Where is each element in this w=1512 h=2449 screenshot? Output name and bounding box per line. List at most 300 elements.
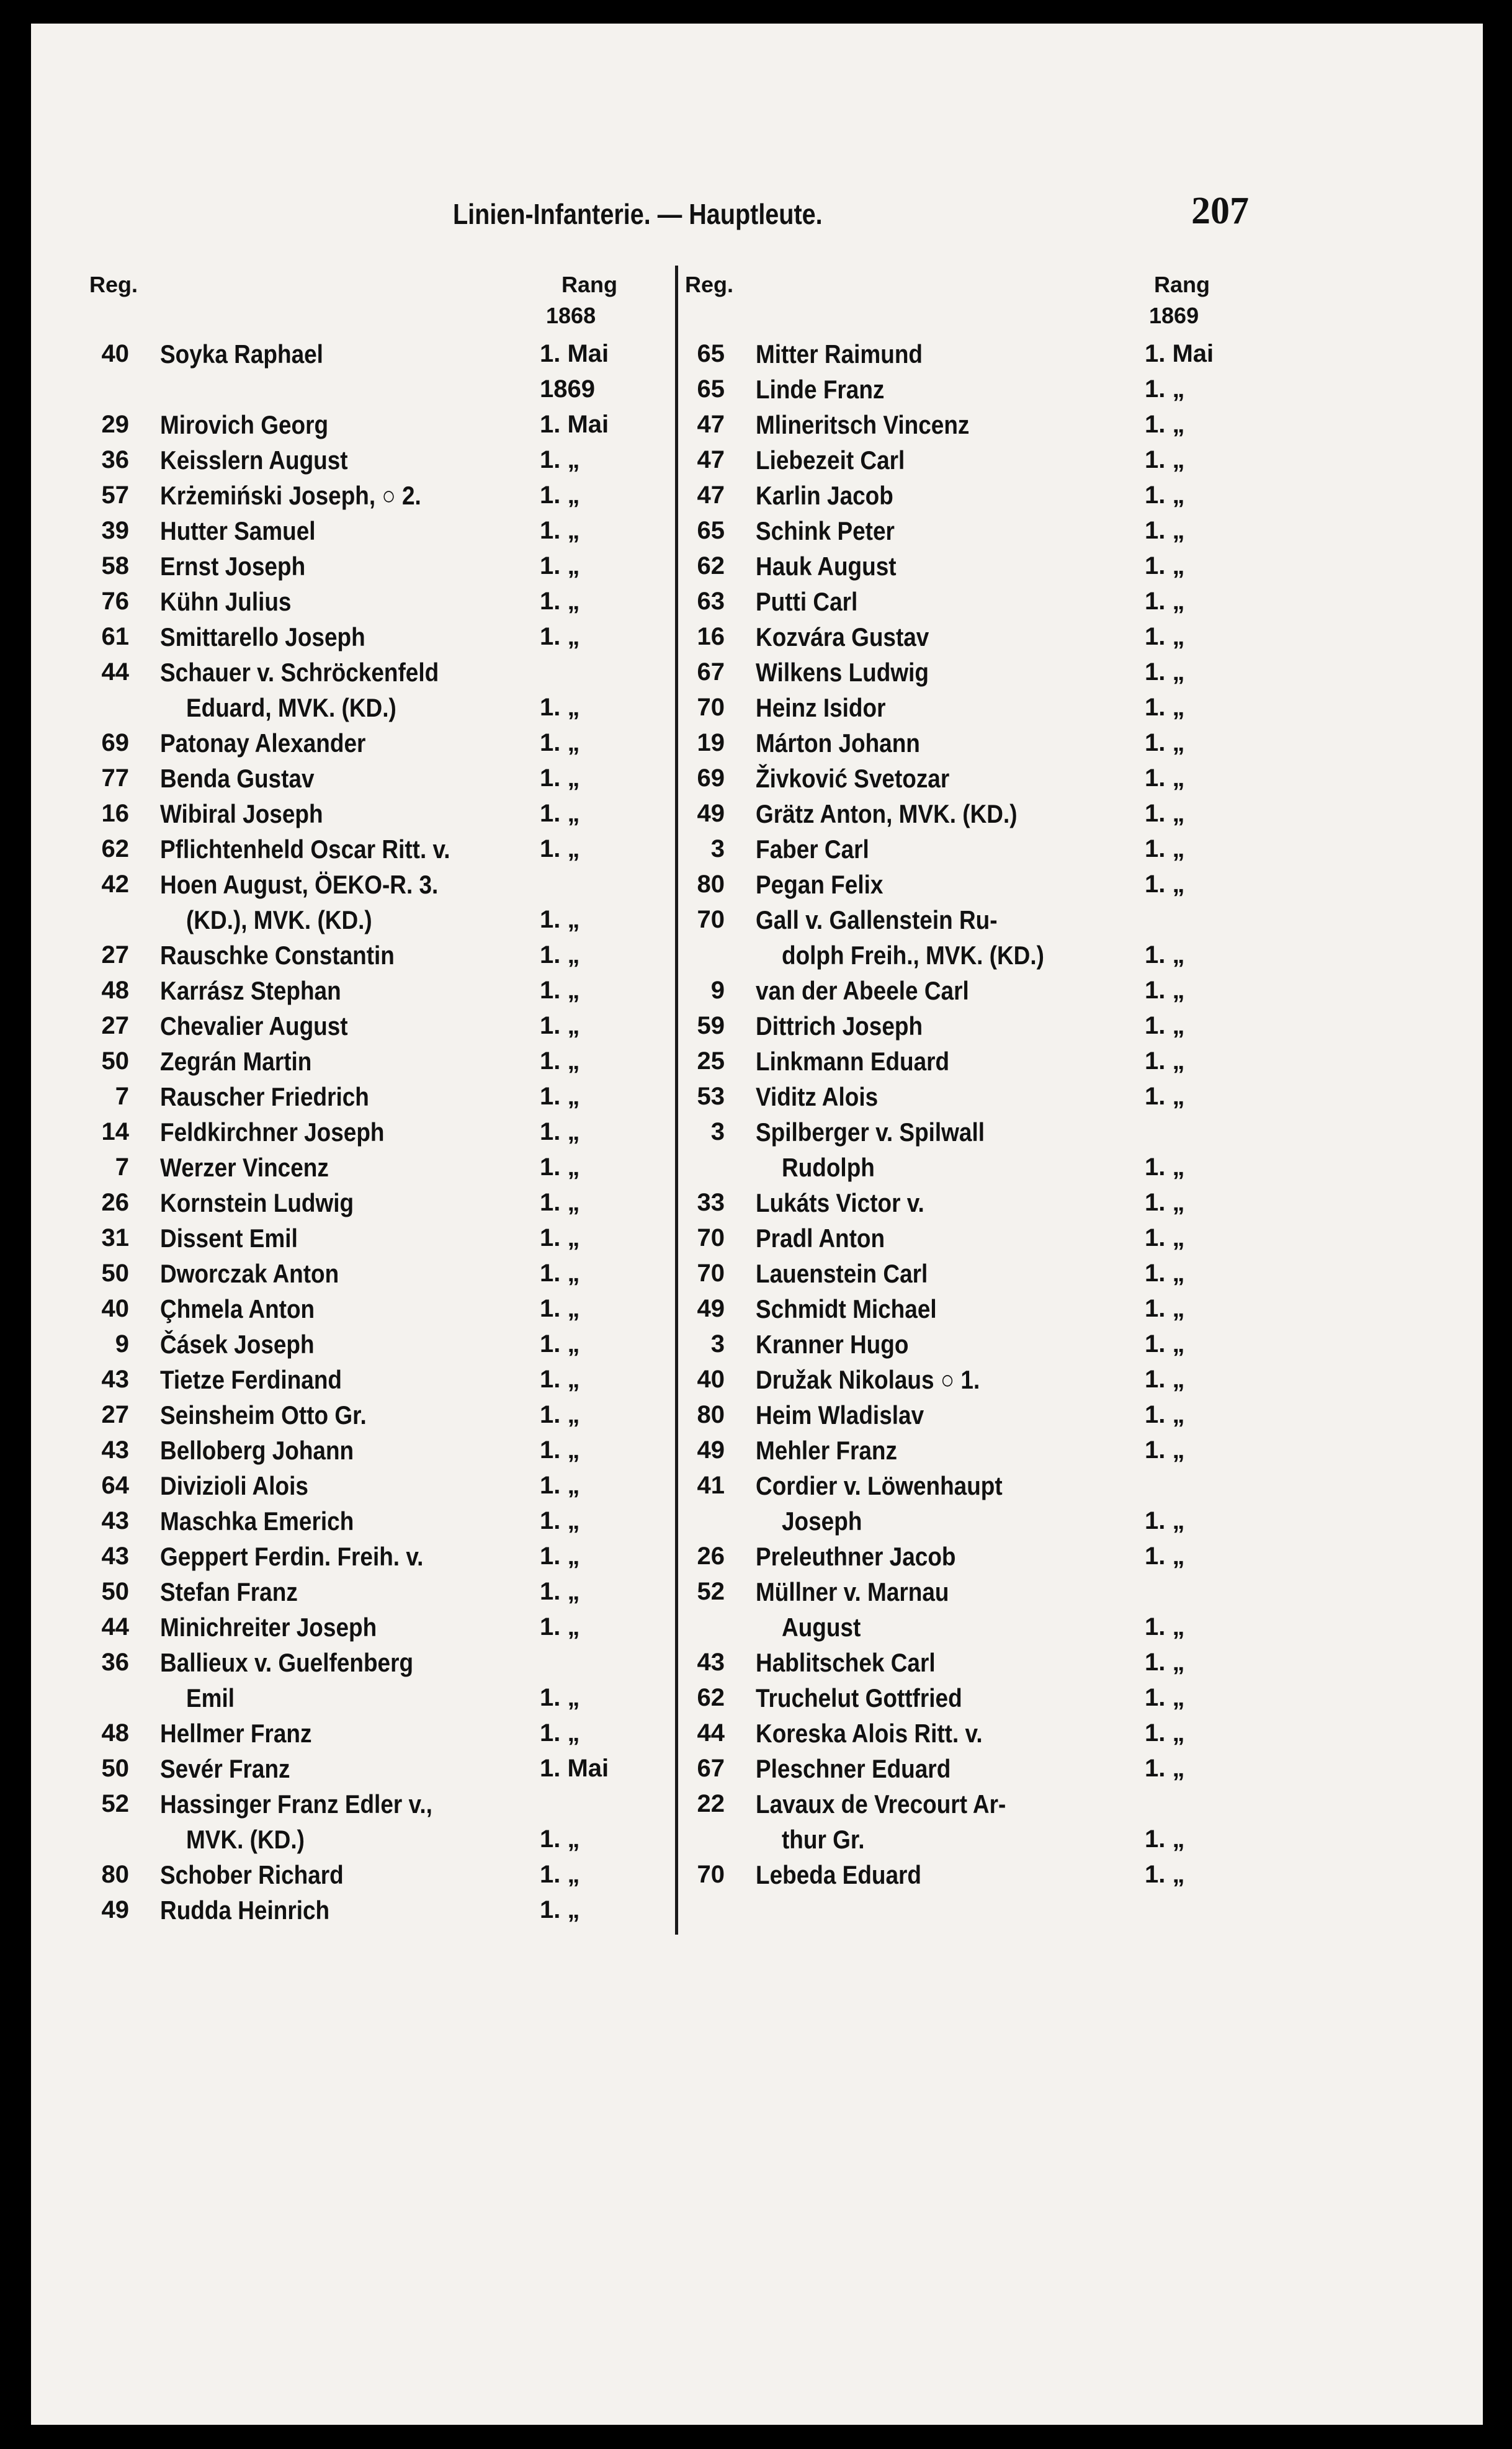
page-title: Linien-Infanterie. — Hauptleute. — [453, 198, 823, 230]
officer-name: Kornstein Ludwig — [160, 1188, 354, 1217]
officer-name: Emil — [186, 1683, 235, 1713]
regiment-number: 48 — [101, 1719, 129, 1747]
rank-date: 1. „ — [1145, 1649, 1185, 1676]
officer-name: Družak Nikolaus ○ 1. — [756, 1365, 980, 1394]
entry-row — [87, 1716, 670, 1751]
officer-name: Müllner v. Marnau — [756, 1577, 949, 1606]
officer-name: Ernst Joseph — [160, 552, 306, 581]
regiment-number: 19 — [697, 729, 725, 756]
rank-date: 1. „ — [540, 1542, 580, 1570]
entry-row — [682, 1114, 1241, 1150]
rank-date: 1. „ — [540, 1436, 580, 1464]
entry-row — [87, 1150, 670, 1185]
entry-row — [682, 725, 1241, 761]
officer-name: Karrász Stephan — [160, 976, 341, 1005]
regiment-number: 44 — [697, 1719, 725, 1747]
entry-row — [682, 619, 1241, 655]
officer-name: Schober Richard — [160, 1860, 344, 1889]
officer-name: Mehler Franz — [756, 1436, 897, 1465]
regiment-number: 57 — [101, 481, 129, 509]
entry-row — [87, 831, 670, 867]
officer-name: Schmidt Michael — [756, 1294, 937, 1323]
regiment-number: 42 — [101, 871, 129, 898]
officer-name: Sevér Franz — [160, 1754, 290, 1783]
rank-date: 1. „ — [1145, 411, 1185, 438]
officer-name: Viditz Alois — [756, 1082, 879, 1111]
entry-row — [682, 513, 1241, 548]
officer-name: Divizioli Alois — [160, 1471, 308, 1500]
rank-date: 1. „ — [1145, 658, 1185, 686]
rank-date: 1. „ — [1145, 1861, 1185, 1888]
entry-row — [87, 1185, 670, 1220]
entry-row — [87, 478, 670, 513]
rank-date: 1. „ — [1145, 729, 1185, 756]
rank-date: 1. „ — [1145, 1012, 1185, 1039]
entry-row — [682, 761, 1241, 796]
regiment-number: 53 — [697, 1083, 725, 1110]
officer-name: Wilkens Ludwig — [756, 658, 929, 687]
officer-name: Liebezeit Carl — [756, 445, 905, 475]
rank-date: 1. „ — [1145, 1224, 1185, 1251]
regiment-number: 27 — [101, 1401, 129, 1428]
officer-name: Lauenstein Carl — [756, 1259, 928, 1288]
entry-row — [682, 867, 1241, 902]
officer-name: Schink Peter — [756, 516, 895, 545]
rank-date: 1. „ — [1145, 1755, 1185, 1782]
regiment-number: 49 — [101, 1896, 129, 1923]
regiment-number: 43 — [697, 1649, 725, 1676]
officer-name: Dworczak Anton — [160, 1259, 339, 1288]
entry-row — [87, 1008, 670, 1044]
entry-row — [682, 478, 1241, 513]
officer-name: August — [782, 1613, 861, 1642]
officer-name: Cordier v. Löwenhaupt — [756, 1471, 1003, 1500]
officer-name: Koreska Alois Ritt. v. — [756, 1719, 983, 1748]
entry-row — [682, 1822, 1241, 1857]
regiment-number: 7 — [115, 1153, 129, 1181]
regiment-number: 67 — [697, 658, 725, 686]
officer-name: Minichreiter Joseph — [160, 1613, 377, 1642]
regiment-number: 52 — [101, 1790, 129, 1817]
regiment-number: 69 — [697, 764, 725, 792]
entry-row — [87, 690, 670, 725]
entry-row — [87, 1751, 670, 1786]
regiment-number: 50 — [101, 1578, 129, 1605]
entry-row — [87, 1857, 670, 1892]
rank-date: 1. „ — [1145, 1401, 1185, 1428]
officer-name: Schauer v. Schröckenfeld — [160, 658, 439, 687]
rang-year-heading: 1868 — [546, 303, 596, 328]
rank-date: 1. „ — [1145, 1083, 1185, 1110]
regiment-number: 27 — [101, 941, 129, 969]
rank-date: 1. „ — [540, 1118, 580, 1145]
officer-name: Chevalier August — [160, 1011, 348, 1041]
regiment-number: 43 — [101, 1542, 129, 1570]
regiment-number: 70 — [697, 906, 725, 933]
officer-name: Heim Wladislav — [756, 1400, 924, 1430]
officer-name: Keisslern August — [160, 445, 348, 475]
rank-date: 1. „ — [540, 1295, 580, 1322]
entry-row — [682, 336, 1241, 372]
entry-row — [87, 372, 670, 407]
officer-name: Gall v. Gallenstein Ru- — [756, 905, 998, 934]
regiment-number: 3 — [710, 835, 725, 862]
entry-row — [87, 1362, 670, 1397]
rang-heading: Rang — [561, 272, 617, 297]
regiment-number: 80 — [697, 871, 725, 898]
rank-date: 1. „ — [540, 1330, 580, 1358]
entry-row — [682, 1786, 1241, 1822]
officer-name: Grätz Anton, MVK. (KD.) — [756, 799, 1018, 828]
officer-name: Hauk August — [756, 552, 897, 581]
regiment-number: 50 — [101, 1047, 129, 1075]
entry-row — [682, 1256, 1241, 1291]
regiment-number: 65 — [697, 517, 725, 544]
rank-date: 1. „ — [1145, 871, 1185, 898]
officer-name: Mitter Raimund — [756, 339, 923, 369]
rank-date: 1. „ — [1145, 835, 1185, 862]
regiment-number: 14 — [101, 1118, 129, 1145]
rank-date: 1. „ — [540, 1861, 580, 1888]
entry-row — [87, 1256, 670, 1291]
rank-date: 1. „ — [540, 694, 580, 721]
regiment-number: 48 — [101, 977, 129, 1004]
entry-row — [682, 1716, 1241, 1751]
regiment-number: 22 — [697, 1790, 725, 1817]
entry-row — [87, 1327, 670, 1362]
rank-date: 1. „ — [1145, 1684, 1185, 1711]
officer-name: MVK. (KD.) — [186, 1825, 305, 1854]
rang-year-heading: 1869 — [1149, 303, 1199, 328]
officer-name: dolph Freih., MVK. (KD.) — [782, 941, 1044, 970]
entry-row — [87, 1291, 670, 1327]
regiment-number: 31 — [101, 1224, 129, 1251]
entry-row — [87, 1079, 670, 1114]
regiment-number: 62 — [101, 835, 129, 862]
rank-date: 1. „ — [540, 1189, 580, 1216]
entry-row — [682, 1503, 1241, 1539]
rank-date: 1. „ — [1145, 1825, 1185, 1853]
left-column-header — [87, 267, 670, 336]
regiment-number: 61 — [101, 623, 129, 650]
rank-date: 1. „ — [540, 1896, 580, 1923]
entry-row — [682, 1044, 1241, 1079]
entry-row — [682, 690, 1241, 725]
officer-name: Rudda Heinrich — [160, 1896, 330, 1925]
regiment-number: 50 — [101, 1260, 129, 1287]
entry-row — [87, 1539, 670, 1574]
rank-date: 1. „ — [1145, 375, 1185, 403]
entry-row — [682, 1468, 1241, 1503]
rank-date: 1. „ — [1145, 588, 1185, 615]
entry-row — [682, 1610, 1241, 1645]
rank-date: 1. „ — [1145, 446, 1185, 473]
officer-name: (KD.), MVK. (KD.) — [186, 905, 372, 934]
regiment-number: 67 — [697, 1755, 725, 1782]
rank-date: 1. „ — [540, 1366, 580, 1393]
regiment-number: 70 — [697, 694, 725, 721]
regiment-number: 62 — [697, 552, 725, 580]
officer-name: Hassinger Franz Edler v., — [160, 1789, 432, 1819]
officer-name: Werzer Vincenz — [160, 1153, 329, 1182]
regiment-number: 63 — [697, 588, 725, 615]
officer-name: Zegrán Martin — [160, 1047, 312, 1076]
officer-name: thur Gr. — [782, 1825, 865, 1854]
entry-row — [682, 902, 1241, 938]
regiment-number: 70 — [697, 1260, 725, 1287]
entry-row — [682, 938, 1241, 973]
rank-date: 1. „ — [1145, 941, 1185, 969]
entry-row — [87, 336, 670, 372]
entry-row — [682, 407, 1241, 442]
rank-date: 1. Mai — [540, 411, 609, 438]
entry-row — [87, 938, 670, 973]
rank-date: 1. „ — [540, 1047, 580, 1075]
officer-name: Benda Gustav — [160, 764, 315, 793]
left-column — [87, 267, 670, 1928]
regiment-number: 27 — [101, 1012, 129, 1039]
regiment-number: 43 — [101, 1366, 129, 1393]
entry-row — [682, 1220, 1241, 1256]
officer-name: Geppert Ferdin. Freih. v. — [160, 1542, 424, 1571]
officer-name: Hablitschek Carl — [756, 1648, 936, 1677]
entry-row — [87, 1114, 670, 1150]
rank-date: 1. „ — [1145, 1295, 1185, 1322]
page-number: 207 — [1191, 190, 1249, 232]
regiment-number: 25 — [697, 1047, 725, 1075]
regiment-number: 49 — [697, 800, 725, 827]
entry-row — [87, 407, 670, 442]
officer-name: Ballieux v. Guelfenberg — [160, 1648, 414, 1677]
officer-name: Eduard, MVK. (KD.) — [186, 693, 396, 722]
regiment-number: 41 — [697, 1472, 725, 1499]
officer-name: Joseph — [782, 1507, 862, 1536]
entry-row — [682, 831, 1241, 867]
entry-row — [682, 1008, 1241, 1044]
entry-row — [87, 1433, 670, 1468]
regiment-number: 40 — [101, 340, 129, 367]
entry-row — [682, 1079, 1241, 1114]
entry-row — [87, 1574, 670, 1610]
officer-name: Seinsheim Otto Gr. — [160, 1400, 367, 1430]
rank-date: 1. „ — [540, 764, 580, 792]
rank-date: 1. „ — [540, 941, 580, 969]
entry-row — [682, 1539, 1241, 1574]
entry-row — [87, 1645, 670, 1680]
regiment-number: 52 — [697, 1578, 725, 1605]
entry-row — [87, 1680, 670, 1716]
regiment-number: 36 — [101, 1649, 129, 1676]
rank-date: 1. „ — [540, 1578, 580, 1605]
officer-name: Feldkirchner Joseph — [160, 1117, 385, 1147]
entry-row — [87, 902, 670, 938]
right-entries — [682, 336, 1241, 1892]
rank-date: 1. „ — [540, 517, 580, 544]
regiment-number: 76 — [101, 588, 129, 615]
officer-name: Belloberg Johann — [160, 1436, 354, 1465]
regiment-number: 7 — [115, 1083, 129, 1110]
regiment-number: 49 — [697, 1295, 725, 1322]
officer-name: Kranner Hugo — [756, 1330, 909, 1359]
rank-date: 1. „ — [540, 1260, 580, 1287]
rank-date: 1. „ — [540, 1719, 580, 1747]
entry-row — [87, 1397, 670, 1433]
regiment-number: 26 — [697, 1542, 725, 1570]
regiment-number: 40 — [101, 1295, 129, 1322]
regiment-number: 69 — [101, 729, 129, 756]
rank-date: 1. „ — [1145, 694, 1185, 721]
rank-date: 1. „ — [1145, 623, 1185, 650]
entry-row — [682, 1680, 1241, 1716]
entry-row — [682, 1433, 1241, 1468]
rank-date: 1. „ — [540, 446, 580, 473]
rank-date: 1. „ — [1145, 1436, 1185, 1464]
regiment-number: 39 — [101, 517, 129, 544]
officer-name: Dittrich Joseph — [756, 1011, 923, 1041]
regiment-number: 9 — [710, 977, 725, 1004]
entry-row — [87, 1503, 670, 1539]
officer-name: Smittarello Joseph — [160, 622, 365, 651]
regiment-number: 70 — [697, 1861, 725, 1888]
entry-row — [682, 655, 1241, 690]
entry-row — [87, 796, 670, 831]
officer-name: Dissent Emil — [160, 1224, 298, 1253]
rank-date: 1. „ — [1145, 1330, 1185, 1358]
regiment-number: 47 — [697, 411, 725, 438]
entry-row — [87, 584, 670, 619]
regiment-number: 29 — [101, 411, 129, 438]
entry-row — [682, 1327, 1241, 1362]
regiment-number: 77 — [101, 764, 129, 792]
rank-date: 1. Mai — [540, 340, 609, 367]
officer-name: Preleuthner Jacob — [756, 1542, 956, 1571]
entry-row — [87, 548, 670, 584]
entry-row — [87, 619, 670, 655]
entry-row — [682, 1645, 1241, 1680]
entry-row — [87, 761, 670, 796]
rank-date: 1. Mai — [540, 1755, 609, 1782]
entry-row — [87, 1220, 670, 1256]
rank-date: 1. „ — [1145, 1719, 1185, 1747]
rank-date: 1. „ — [1145, 1507, 1185, 1534]
rank-date: 1. „ — [540, 1012, 580, 1039]
rang-heading: Rang — [1154, 272, 1210, 297]
regiment-number: 43 — [101, 1436, 129, 1464]
rank-date: 1. „ — [540, 1613, 580, 1641]
regiment-number: 62 — [697, 1684, 725, 1711]
officer-name: Linkmann Eduard — [756, 1047, 950, 1076]
regiment-number: 43 — [101, 1507, 129, 1534]
regiment-number: 80 — [697, 1401, 725, 1428]
rank-date: 1. „ — [540, 835, 580, 862]
regiment-number: 80 — [101, 1861, 129, 1888]
officer-name: Wibiral Joseph — [160, 799, 323, 828]
regiment-number: 65 — [697, 340, 725, 367]
entry-row — [87, 655, 670, 690]
officer-name: Lavaux de Vrecourt Ar- — [756, 1789, 1006, 1819]
rank-date: 1. „ — [1145, 1189, 1185, 1216]
entry-row — [682, 372, 1241, 407]
officer-name: Soyka Raphael — [160, 339, 323, 369]
entry-row — [87, 1610, 670, 1645]
rank-date: 1. „ — [1145, 1366, 1185, 1393]
officer-name: Lebeda Eduard — [756, 1860, 921, 1889]
entry-row — [682, 1150, 1241, 1185]
officer-name: Kozvára Gustav — [756, 622, 929, 651]
regiment-number: 40 — [697, 1366, 725, 1393]
entry-row — [87, 513, 670, 548]
officer-name: Putti Carl — [756, 587, 858, 616]
rank-date: 1. „ — [540, 1401, 580, 1428]
entry-row — [87, 1786, 670, 1822]
officer-name: Márton Johann — [756, 728, 920, 758]
entry-row — [682, 973, 1241, 1008]
rank-date: 1. „ — [540, 729, 580, 756]
entry-row — [682, 796, 1241, 831]
regiment-number: 50 — [101, 1755, 129, 1782]
officer-name: Linde Franz — [756, 375, 885, 404]
officer-name: Truchelut Gottfried — [756, 1683, 962, 1713]
regiment-number: 44 — [101, 658, 129, 686]
regiment-number: 3 — [710, 1118, 725, 1145]
officer-name: Spilberger v. Spilwall — [756, 1117, 985, 1147]
officer-name: Hoen August, ÖEKO-R. 3. — [160, 870, 439, 899]
officer-name: Faber Carl — [756, 835, 869, 864]
officer-name: Patonay Alexander — [160, 728, 366, 758]
regiment-number: 16 — [101, 800, 129, 827]
rank-date: 1. „ — [540, 1472, 580, 1499]
rank-date: 1. „ — [1145, 481, 1185, 509]
officer-name: Krżemiński Joseph, ○ 2. — [160, 481, 421, 510]
entry-row — [87, 973, 670, 1008]
entry-row — [682, 1574, 1241, 1610]
regiment-number: 65 — [697, 375, 725, 403]
regiment-number: 26 — [101, 1189, 129, 1216]
rank-date: 1. „ — [1145, 764, 1185, 792]
column-divider — [675, 266, 678, 1935]
rank-date: 1. „ — [1145, 1047, 1185, 1075]
officer-name: Pegan Felix — [756, 870, 883, 899]
officer-name: Hutter Samuel — [160, 516, 316, 545]
officer-name: Mlineritsch Vincenz — [756, 410, 970, 439]
officer-name: Živković Svetozar — [756, 764, 950, 793]
officer-name: Hellmer Franz — [160, 1719, 312, 1748]
officer-name: Mirovich Georg — [160, 410, 329, 439]
rank-date: 1. „ — [1145, 800, 1185, 827]
left-entries — [87, 336, 670, 1928]
rank-date: 1. „ — [540, 1507, 580, 1534]
officer-name: Tietze Ferdinand — [160, 1365, 342, 1394]
right-column — [682, 267, 1241, 1892]
regiment-number: 3 — [710, 1330, 725, 1358]
entry-row — [87, 867, 670, 902]
regiment-number: 47 — [697, 481, 725, 509]
rank-date: 1. „ — [540, 588, 580, 615]
rank-date: 1. „ — [1145, 1542, 1185, 1570]
officer-name: Heinz Isidor — [756, 693, 886, 722]
rank-date: 1. „ — [540, 906, 580, 933]
rank-date: 1. „ — [540, 552, 580, 580]
regiment-number: 47 — [697, 446, 725, 473]
regiment-number: 70 — [697, 1224, 725, 1251]
rank-date: 1. „ — [540, 1684, 580, 1711]
regiment-number: 16 — [697, 623, 725, 650]
officer-name: Çhmela Anton — [160, 1294, 315, 1323]
rank-date: 1. „ — [540, 800, 580, 827]
rank-date: 1. „ — [540, 977, 580, 1004]
regiment-number: 33 — [697, 1189, 725, 1216]
officer-name: Stefan Franz — [160, 1577, 298, 1606]
